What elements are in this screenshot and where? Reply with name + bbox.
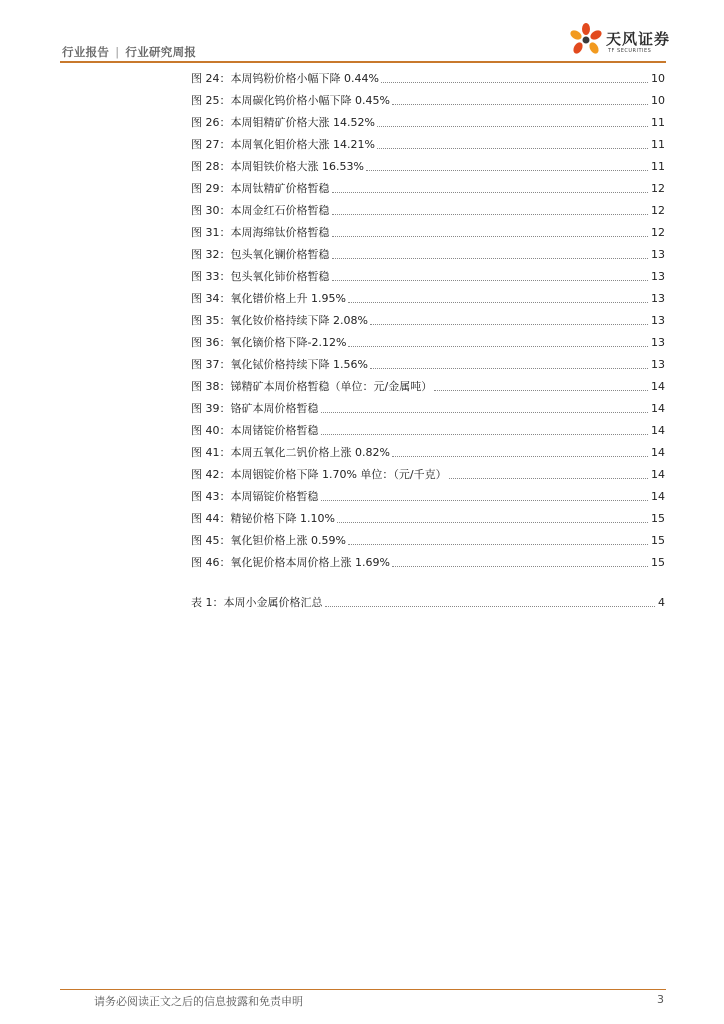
leader-dots <box>332 213 649 215</box>
toc-entry-page: 11 <box>651 160 665 173</box>
leader-dots <box>377 125 648 127</box>
toc-entry-page: 15 <box>651 534 665 547</box>
leader-dots <box>325 605 656 607</box>
toc-entry-label: 图 46：氧化铌价格本周价格上涨 1.69% <box>191 556 390 569</box>
leader-dots <box>434 389 648 391</box>
toc-entry[interactable] <box>191 90 665 108</box>
toc-entry[interactable] <box>191 68 665 86</box>
leader-dots <box>381 81 648 83</box>
leader-dots <box>321 499 649 501</box>
toc-entry[interactable] <box>191 332 665 350</box>
toc-entry-label: 图 39：铬矿本周价格暂稳 <box>191 402 319 415</box>
logo-name-en: TF SECURITIES <box>608 48 652 54</box>
toc-entry[interactable] <box>191 134 665 152</box>
toc-entry-page: 13 <box>651 248 665 261</box>
toc-entry-page: 14 <box>651 446 665 459</box>
toc-entry-page: 14 <box>651 402 665 415</box>
toc-entry-label: 图 26：本周钼精矿价格大涨 14.52% <box>191 116 375 129</box>
toc-entry[interactable] <box>191 354 665 372</box>
toc-entry[interactable] <box>191 244 665 262</box>
toc-entry[interactable] <box>191 552 665 570</box>
toc-entry-page: 13 <box>651 358 665 371</box>
toc-entry-label: 图 40：本周锗锭价格暂稳 <box>191 424 319 437</box>
toc-entry-label: 图 37：氧化铽价格持续下降 1.56% <box>191 358 368 371</box>
leader-dots <box>321 411 649 413</box>
leader-dots <box>392 455 648 457</box>
header-label-weekly: 行业研究周报 <box>125 45 197 59</box>
toc-entry[interactable] <box>191 200 665 218</box>
toc-entry-page: 13 <box>651 314 665 327</box>
leader-dots <box>321 433 649 435</box>
toc-entry[interactable] <box>191 112 665 130</box>
toc-entry-label: 表 1：本周小金属价格汇总 <box>191 596 323 609</box>
toc-entry[interactable] <box>191 530 665 548</box>
toc-entry-label: 图 43：本周镉锭价格暂稳 <box>191 490 319 503</box>
toc-entry[interactable] <box>191 178 665 196</box>
toc-entry[interactable] <box>191 442 665 460</box>
toc-entry-page: 14 <box>651 490 665 503</box>
toc-entry-label: 图 36：氧化镝价格下降-2.12% <box>191 336 347 349</box>
toc-entry-label: 图 42：本周铟锭价格下降 1.70% 单位：（元/千克） <box>191 468 447 481</box>
toc-entry-label: 图 31：本周海绵钛价格暂稳 <box>191 226 330 239</box>
toc-entry-label: 图 30：本周金红石价格暂稳 <box>191 204 330 217</box>
toc-entry[interactable] <box>191 156 665 174</box>
company-logo <box>566 20 676 60</box>
toc-entry-page: 11 <box>651 138 665 151</box>
leader-dots <box>348 543 648 545</box>
toc-entry[interactable] <box>191 310 665 328</box>
leader-dots <box>332 257 649 259</box>
toc-entry-label: 图 29：本周钛精矿价格暂稳 <box>191 182 330 195</box>
toc-entry[interactable] <box>191 222 665 240</box>
toc-entry-page: 13 <box>651 270 665 283</box>
toc-entry[interactable] <box>191 376 665 394</box>
toc-entry[interactable] <box>191 288 665 306</box>
toc-entry-page: 14 <box>651 380 665 393</box>
toc-entry-page: 10 <box>651 72 665 85</box>
header-divider <box>60 61 666 63</box>
toc-entry-page: 12 <box>651 204 665 217</box>
leader-dots <box>370 367 648 369</box>
toc-entry-page: 14 <box>651 468 665 481</box>
toc-entry-label: 图 33：包头氧化铈价格暂稳 <box>191 270 330 283</box>
toc-entry[interactable] <box>191 420 665 438</box>
logo-mark-icon <box>566 20 606 60</box>
toc-entry-label: 图 32：包头氧化镧价格暂稳 <box>191 248 330 261</box>
toc-entry-page: 10 <box>651 94 665 107</box>
leader-dots <box>332 191 649 193</box>
leader-dots <box>366 169 648 171</box>
header-separator: | <box>115 45 120 59</box>
leader-dots <box>332 279 649 281</box>
toc-entry-page: 15 <box>651 556 665 569</box>
leader-dots <box>449 477 648 479</box>
toc-entry-label: 图 35：氧化钕价格持续下降 2.08% <box>191 314 368 327</box>
toc-entry-page: 4 <box>658 596 665 609</box>
header-label-industry-report: 行业报告 <box>62 45 110 59</box>
toc-entry-page: 12 <box>651 226 665 239</box>
report-category <box>62 44 196 60</box>
toc-entry-label: 图 27：本周氧化钼价格大涨 14.21% <box>191 138 375 151</box>
leader-dots <box>392 565 648 567</box>
toc-entry-page: 13 <box>651 336 665 349</box>
leader-dots <box>337 521 648 523</box>
toc-entry[interactable] <box>191 398 665 416</box>
toc-entry-page: 15 <box>651 512 665 525</box>
leader-dots <box>370 323 648 325</box>
toc-table-entry[interactable] <box>191 592 665 610</box>
logo-name-cn: 天风证券 <box>606 30 671 48</box>
toc-entry-label: 图 34：氧化镨价格上升 1.95% <box>191 292 346 305</box>
leader-dots <box>348 345 648 347</box>
toc-entry[interactable] <box>191 508 665 526</box>
leader-dots <box>377 147 648 149</box>
toc-entry-label: 图 41：本周五氧化二钒价格上涨 0.82% <box>191 446 390 459</box>
toc-entry-label: 图 24：本周钨粉价格小幅下降 0.44% <box>191 72 379 85</box>
toc-entry-label: 图 44：精铋价格下降 1.10% <box>191 512 335 525</box>
leader-dots <box>348 301 648 303</box>
toc-entry-label: 图 45：氧化钽价格上涨 0.59% <box>191 534 346 547</box>
toc-entry-label: 图 25：本周碳化钨价格小幅下降 0.45% <box>191 94 390 107</box>
toc-entry-page: 11 <box>651 116 665 129</box>
footer-divider <box>60 989 666 990</box>
toc-entry-label: 图 28：本周钼铁价格大涨 16.53% <box>191 160 364 173</box>
toc-entry-label: 图 38：锑精矿本周价格暂稳（单位：元/金属吨） <box>191 380 433 393</box>
toc-entry-page: 13 <box>651 292 665 305</box>
toc-entry-page: 14 <box>651 424 665 437</box>
footer-disclaimer: 请务必阅读正文之后的信息披露和免责申明 <box>94 995 303 1008</box>
toc-entry[interactable] <box>191 266 665 284</box>
toc-entry[interactable] <box>191 464 665 482</box>
toc-entry[interactable] <box>191 486 665 504</box>
toc-entry-page: 12 <box>651 182 665 195</box>
page-number: 3 <box>657 993 664 1006</box>
leader-dots <box>332 235 649 237</box>
leader-dots <box>392 103 648 105</box>
